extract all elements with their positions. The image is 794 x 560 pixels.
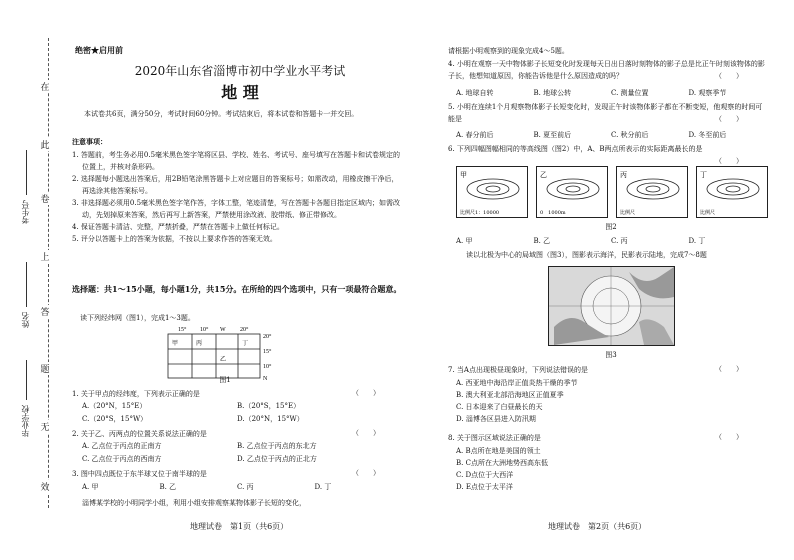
passage-tail: 淄博某学校的小明同学小组，利用小组安排观察某物体影子长短的变化， — [82, 499, 306, 507]
fig1-top-label: 10° — [200, 327, 209, 333]
q2-paren: （ ） — [352, 429, 380, 437]
note-item: 2. 选择题每小题选出答案后，用2B铅笔涂黑答题卡上对应题目的答案标号；如需改动，用橡皮擦干净后，再选涂其他答案标号。 — [72, 175, 399, 195]
note-item: 4. 保证答题卡清洁、完整，严禁折叠，严禁在答题卡上做任何标记。 — [72, 223, 284, 231]
q3-paren: （ ） — [352, 469, 380, 477]
margin-char: 卷 — [38, 192, 52, 205]
margin-char: 在 — [38, 80, 52, 93]
cut-line — [48, 38, 49, 508]
q6-options — [456, 236, 766, 246]
page1-footer: 地理试卷 第1页（共6页） — [190, 522, 289, 531]
q3-option-b[interactable]: B. 乙 — [159, 483, 177, 491]
q4-5-lead: 请根据小明观察到的现象完成4～5题。 — [448, 47, 569, 55]
q2-option-a[interactable]: A. 乙点位于丙点的正南方 — [82, 442, 162, 450]
q6-option-d[interactable]: D. 丁 — [688, 237, 706, 245]
subject-title: 地 理 — [221, 83, 259, 102]
map-scale: 比例尺1：10000 — [460, 210, 500, 216]
q3-option-a[interactable]: A. 甲 — [82, 483, 99, 491]
q2-options-row1 — [82, 441, 392, 451]
fig1-cell: 丁 — [242, 340, 249, 347]
fig1-top-label: W — [220, 327, 226, 333]
fig1-cell: 乙 — [220, 356, 227, 363]
page-2 — [428, 0, 773, 560]
binding-margin — [0, 0, 60, 560]
page-1 — [70, 0, 410, 560]
polar-map — [548, 266, 675, 346]
exam-number-line — [26, 150, 27, 195]
q4-option-b[interactable]: B. 地球公转 — [533, 89, 572, 97]
q5-paren: （ ） — [715, 115, 743, 123]
exam-title: 2020年山东省淄博市初中学业水平考试 — [134, 64, 346, 78]
margin-char: 答 — [38, 305, 52, 318]
q6-option-a[interactable]: A. 甲 — [456, 237, 473, 245]
contour-map-jia — [456, 166, 528, 218]
q4-paren: （ ） — [715, 72, 743, 80]
notes-title: 注意事项： — [72, 137, 107, 146]
section-title: 选择题：共1～15小题，每小题1分，共15分。在所给的四个选项中，只有一项最符合题意。 — [72, 284, 402, 294]
fig1-caption: 图1 — [219, 376, 231, 384]
q2-option-c[interactable]: C. 乙点位于丙点的西南方 — [82, 455, 162, 463]
contour-map-ding — [696, 166, 768, 218]
read-fig3: 读以北极为中心的局域图（图3），图影表示海洋，民影表示陆地，完成7～8题 — [466, 251, 707, 259]
fig1-n-label: N — [263, 376, 268, 382]
q5-stem: 5. 小明在连续1个月观察物体影子长短变化时，发现正午时该物体影子都在不断变短，他观察的时间可能是 — [448, 103, 763, 123]
q1-option-d[interactable]: D.（20°N，15°W） — [237, 415, 304, 423]
map-scale: 比例尺 — [620, 210, 636, 216]
q7-options — [456, 377, 766, 425]
q8-option-d[interactable]: D. E点位于太平洋 — [456, 483, 513, 491]
secret-mark: 绝密★启用前 — [75, 45, 123, 55]
q1-option-a[interactable]: A.（20°N，15°E） — [82, 402, 147, 410]
q8-option-c[interactable]: C. D点位于大西洋 — [456, 471, 514, 479]
contour-map-yi — [536, 166, 608, 218]
q5-options — [456, 130, 766, 140]
q2-options-row2 — [82, 454, 392, 464]
q7-option-a[interactable]: A. 西亚地中海沿岸正值炎热干燥的季节 — [456, 379, 578, 387]
q3-options — [82, 482, 392, 492]
q6-paren: （ ） — [715, 157, 743, 165]
q4-stem: 4. 小明在观察一天中物体影子长短变化时发现每天日出日落时刻物体的影子总是比正午时刻该物体的影子长，他想知道原因，你能告诉他是什么原因造成的吗？ — [448, 60, 765, 80]
q6-stem: 6. 下列四幅图幅相同的等高线图（图2）中，A、B两点所表示的实际距离最长的是 — [448, 145, 703, 153]
school-line — [26, 360, 27, 400]
q5-option-b[interactable]: B. 夏至前后 — [533, 131, 572, 139]
q7-option-c[interactable]: C. 日本迎来了白昼最长的天 — [456, 403, 543, 411]
q1-paren: （ ） — [352, 389, 380, 397]
q2-stem: 2. 关于乙、丙两点的位置关系说法正确的是 — [72, 430, 207, 438]
fig1-cell: 丙 — [196, 340, 203, 347]
margin-char: 效 — [38, 480, 52, 493]
margin-char: 上 — [38, 250, 52, 263]
q4-options — [456, 88, 766, 98]
note-item: 1. 答题前，考生务必用0.5毫米黑色签字笔将区县、学校、姓名、考试号、座号填写在答题卡和试卷规定的位置上，并核对条形码。 — [72, 151, 401, 171]
q4-option-a[interactable]: A. 地球自转 — [456, 89, 494, 97]
name-line — [26, 262, 27, 307]
q3-option-c[interactable]: C. 丙 — [237, 483, 254, 491]
school-label: 毕业学校 — [21, 405, 30, 437]
q4-option-c[interactable]: C. 测量位置 — [611, 89, 649, 97]
q2-option-b[interactable]: B. 乙点位于丙点的东北方 — [237, 442, 317, 450]
q5-option-a[interactable]: A. 春分前后 — [456, 131, 494, 139]
q6-option-c[interactable]: C. 丙 — [611, 237, 628, 245]
read-fig1: 读下列经纬网（图1），完成1～3题。 — [80, 314, 195, 322]
q6-option-b[interactable]: B. 乙 — [533, 237, 551, 245]
map-label: 甲 — [460, 171, 467, 179]
margin-char: 此 — [38, 138, 52, 151]
contour-map-bing — [616, 166, 688, 218]
note-item: 5. 评分以答题卡上的答案为依据，不按以上要求作答的答案无效。 — [72, 235, 277, 243]
q3-stem: 3. 图中四点既位于东半球又位于南半球的是 — [72, 470, 207, 478]
exam-number-label: 考生号 — [21, 200, 30, 224]
q3-option-d[interactable]: D. 丁 — [314, 483, 332, 491]
name-label: 姓名 — [21, 312, 30, 328]
fig1-cell: 甲 — [172, 340, 179, 347]
q1-options-row1 — [82, 401, 392, 411]
notes-list — [72, 149, 402, 245]
map-scale: 比例尺 — [700, 210, 716, 216]
q1-option-c[interactable]: C.（20°S，15°W） — [82, 415, 148, 423]
page2-footer: 地理试卷 第2页（共6页） — [548, 522, 647, 531]
fig1-top-label: 20° — [240, 327, 249, 333]
q8-option-a[interactable]: A. B点所在地是美国的领土 — [456, 447, 541, 455]
q2-option-d[interactable]: D. 乙点位于丙点的正北方 — [237, 455, 317, 463]
q1-stem: 1. 关于甲点的经纬度，下列表示正确的是 — [72, 390, 200, 398]
intro-text: 本试卷共6页，满分50分，考试时间60分钟。考试结束后，将本试卷和答题卡一并交回。 — [84, 110, 359, 118]
q8-stem: 8. 关于图示区域说法正确的是 — [448, 434, 541, 442]
q5-option-d[interactable]: D. 冬至前后 — [688, 131, 727, 139]
fig3-caption: 图3 — [605, 351, 617, 359]
q8-option-b[interactable]: B. C点所在大洲地势西高东低 — [456, 459, 548, 467]
map-label: 丙 — [620, 171, 627, 179]
margin-char: 题 — [38, 362, 52, 375]
fig1-top-label: 15° — [178, 327, 187, 333]
note-item: 3. 非选择题必须用0.5毫米黑色签字笔作答，字体工整，笔迹清楚，写在答题卡各题目指定区域内；如需改动，先划掉原来答案，然后再写上新答案，严禁使用涂改液、胶带纸、修正带修改。 — [72, 199, 401, 219]
fig1-side-label: 10° — [263, 364, 272, 370]
q4-option-d[interactable]: D. 观察季节 — [688, 89, 727, 97]
q8-paren: （ ） — [715, 433, 743, 441]
q8-options — [456, 445, 766, 493]
q7-paren: （ ） — [715, 365, 743, 373]
fig1-side-label: 20° — [263, 334, 272, 340]
fig2-caption: 图2 — [605, 223, 617, 231]
map-label: 丁 — [700, 171, 707, 179]
fig1-side-label: 15° — [263, 349, 272, 355]
q1-option-b[interactable]: B.（20°S，15°E） — [237, 402, 301, 410]
margin-char: 无 — [38, 420, 52, 433]
q5-option-c[interactable]: C. 秋分前后 — [611, 131, 649, 139]
q1-options-row2 — [82, 414, 392, 424]
map-scale: 0 1000m — [540, 210, 566, 216]
q7-stem: 7. 当A点出现极昼现象时，下列说法错误的是 — [448, 366, 588, 374]
q7-option-d[interactable]: D. 淄博各区县进入防汛期 — [456, 415, 536, 423]
map-label: 乙 — [540, 171, 547, 179]
q7-option-b[interactable]: B. 澳大利亚北部沿海地区正值夏季 — [456, 391, 564, 399]
